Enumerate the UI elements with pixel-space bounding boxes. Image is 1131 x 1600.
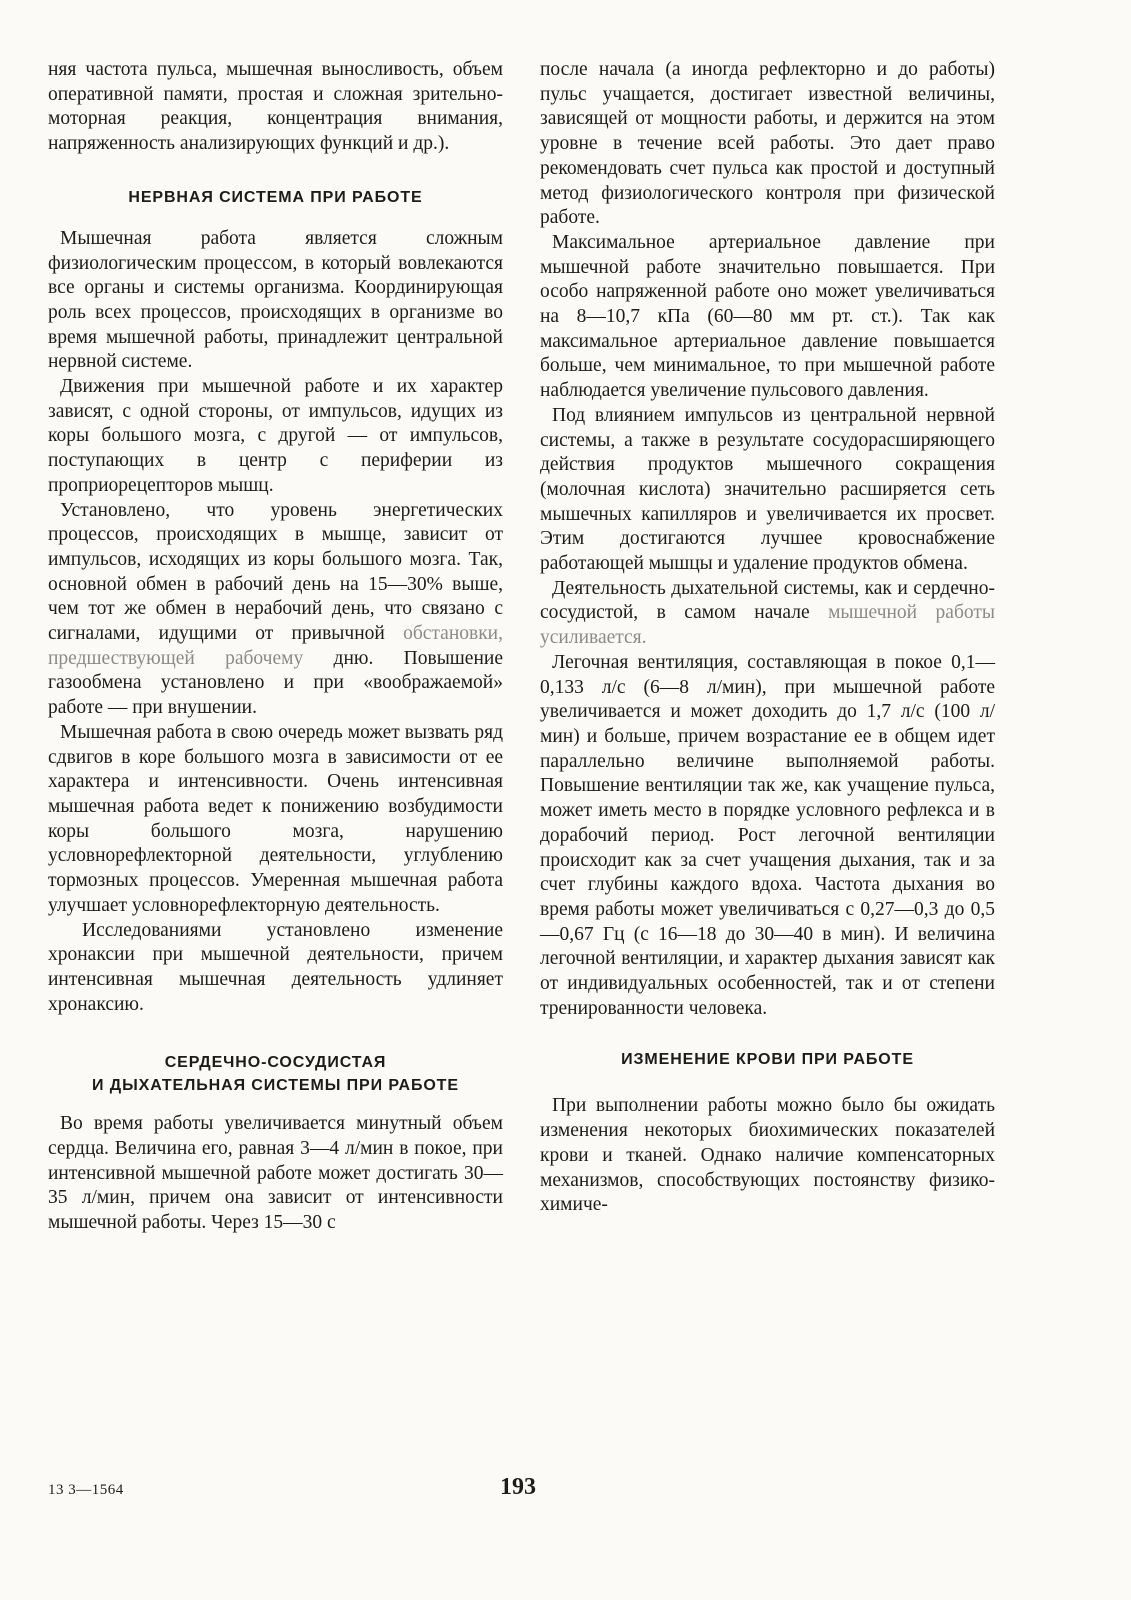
paragraph: Исследованиями установлено изменение хронаксии при мышечной деятельности, причем интенсивная мышечная деятельность удлиняет хронаксию. (48, 919, 503, 1015)
heading-line: И ДЫХАТЕЛЬНАЯ СИСТЕМЫ ПРИ РАБОТЕ (92, 1077, 459, 1095)
section-heading-cardiovascular (48, 1051, 503, 1097)
paragraph: Под влиянием импульсов из центральной нервной системы, а также в результате сосудорасширяющего действия продуктов мышечного сокращения (молочная кислота) значительно расширяется сеть мышечных капилляров и увеличивается их просвет. Этим достигаются лучшее кровоснабжение работающей мышцы и удаление продуктов обмена. (540, 404, 995, 575)
faded-print-text: мышечной работы усиливается. (540, 602, 996, 649)
page-number: 193 (500, 1474, 536, 1500)
paragraph: Легочная вентиляция, составляющая в покое 0,1—0,133 л/с (6—8 л/мин), при мышечной работе увеличивается и может доходить до 1,7 л/с (100 л/мин) и больше, причем возрастание ее в общем идет параллельно величине выполняемой работы. Повышение вентиляции так же, как учащение пульса, может иметь место в порядке условного рефлекса и в дорабочий период. Рост легочной вентиляции происходит как за счет учащения дыхания, так и за счет глубины каждого вдоха. Частота дыхания во время работы может увеличиваться с 0,27—0,3 до 0,5—0,67 Гц (с 16—18 до 30—40 в мин). И величина легочной вентиляции, и характер дыхания зависят как от индивидуальных особенностей, так и от степени тренированности человека. (540, 651, 995, 1019)
paragraph: При выполнении работы можно было бы ожидать изменения некоторых биохимических показателей крови и тканей. Однако наличие компенсаторных механизмов, способствующих постоянству физико-химиче- (540, 1095, 995, 1216)
faded-print-text: обстановки, предшествующей рабочему (48, 623, 503, 669)
paragraph-continued: после начала (а иногда рефлекторно и до работы) пульс учащается, достигает известной величины, зависящей от мощности работы, и держится на этом уровне в течение всей работы. Это дает право рекомендовать счет пульса как простой и доступный метод физиологического контроля при физической работе. (540, 59, 995, 229)
paragraph: Мышечная работа является сложным физиологическим процессом, в который вовлекаются все органы и системы организма. Координирующая роль всех процессов, происходящих в организме во время мышечной работы, принадлежит центральной нервной системе. (48, 227, 503, 373)
paragraph: Во время работы увеличивается минутный объем сердца. Величина его, равная 3—4 л/мин в покое, при интенсивной мышечной работе может достигать 30—35 л/мин, причем она зависит от интенсивности мышечной работы. Через 15—30 с (48, 1113, 503, 1234)
section-heading-nervous-system: НЕРВНАЯ СИСТЕМА ПРИ РАБОТЕ (128, 188, 423, 206)
section-heading-blood: ИЗМЕНЕНИЕ КРОВИ ПРИ РАБОТЕ (621, 1051, 914, 1069)
paragraph: Мышечная работа в свою очередь может вызвать ряд сдвигов в коре большого мозга в зависимости от ее характера и интенсивности. Очень интенсивная мышечная работа ведет к понижению возбудимости коры большого мозга, нарушению условнорефлекторной деятельности, углублению тормозных процессов. Умеренная мышечная работа улучшает условнорефлекторную деятельность. (48, 721, 503, 916)
paragraph (540, 577, 995, 651)
paragraph-text: Деятельность дыхательной системы, как и сердечно-сосудистой, в самом начале (540, 577, 995, 624)
paragraph: Максимальное артериальное давление при мышечной работе значительно повышается. При особо напряженной работе оно может увеличиваться на 8—10,7 кПа (60—80 мм рт. ст.). Так как максимальное артериальное давление повышается больше, чем минимальное, то при мышечной работе наблюдается увеличение пульсового давления. (540, 231, 995, 402)
paragraph-text: Установлено, что уровень энергетических процессов, происходящих в мышце, зависит от импульсов, исходящих из коры большого мозга. Так, основной обмен в рабочий день на 15—30% выше, чем тот же обмен в нерабочий день, что связано с сигналами, идущими от привычной (48, 499, 503, 645)
paragraph-text: дню. Повышение газообмена установлено и при «воображаемой» работе — при внушении. (48, 647, 503, 719)
signature-mark: 13 3—1564 (48, 1482, 124, 1498)
left-column (48, 58, 503, 1236)
paragraph (48, 499, 503, 721)
paragraph-continued: няя частота пульса, мышечная выносливость, объем оперативной памяти, простая и сложная зрительно-моторная реакция, концентрация внимания, напряженность анализирующих функций и др.). (48, 59, 503, 155)
right-column (540, 58, 995, 1218)
paragraph: Движения при мышечной работе и их характер зависят, с одной стороны, от импульсов, идущих из коры большого мозга, с другой — от импульсов, поступающих в центр с периферии из проприорецепторов мышц. (48, 376, 503, 496)
heading-line: СЕРДЕЧНО-СОСУДИСТАЯ (164, 1054, 387, 1072)
